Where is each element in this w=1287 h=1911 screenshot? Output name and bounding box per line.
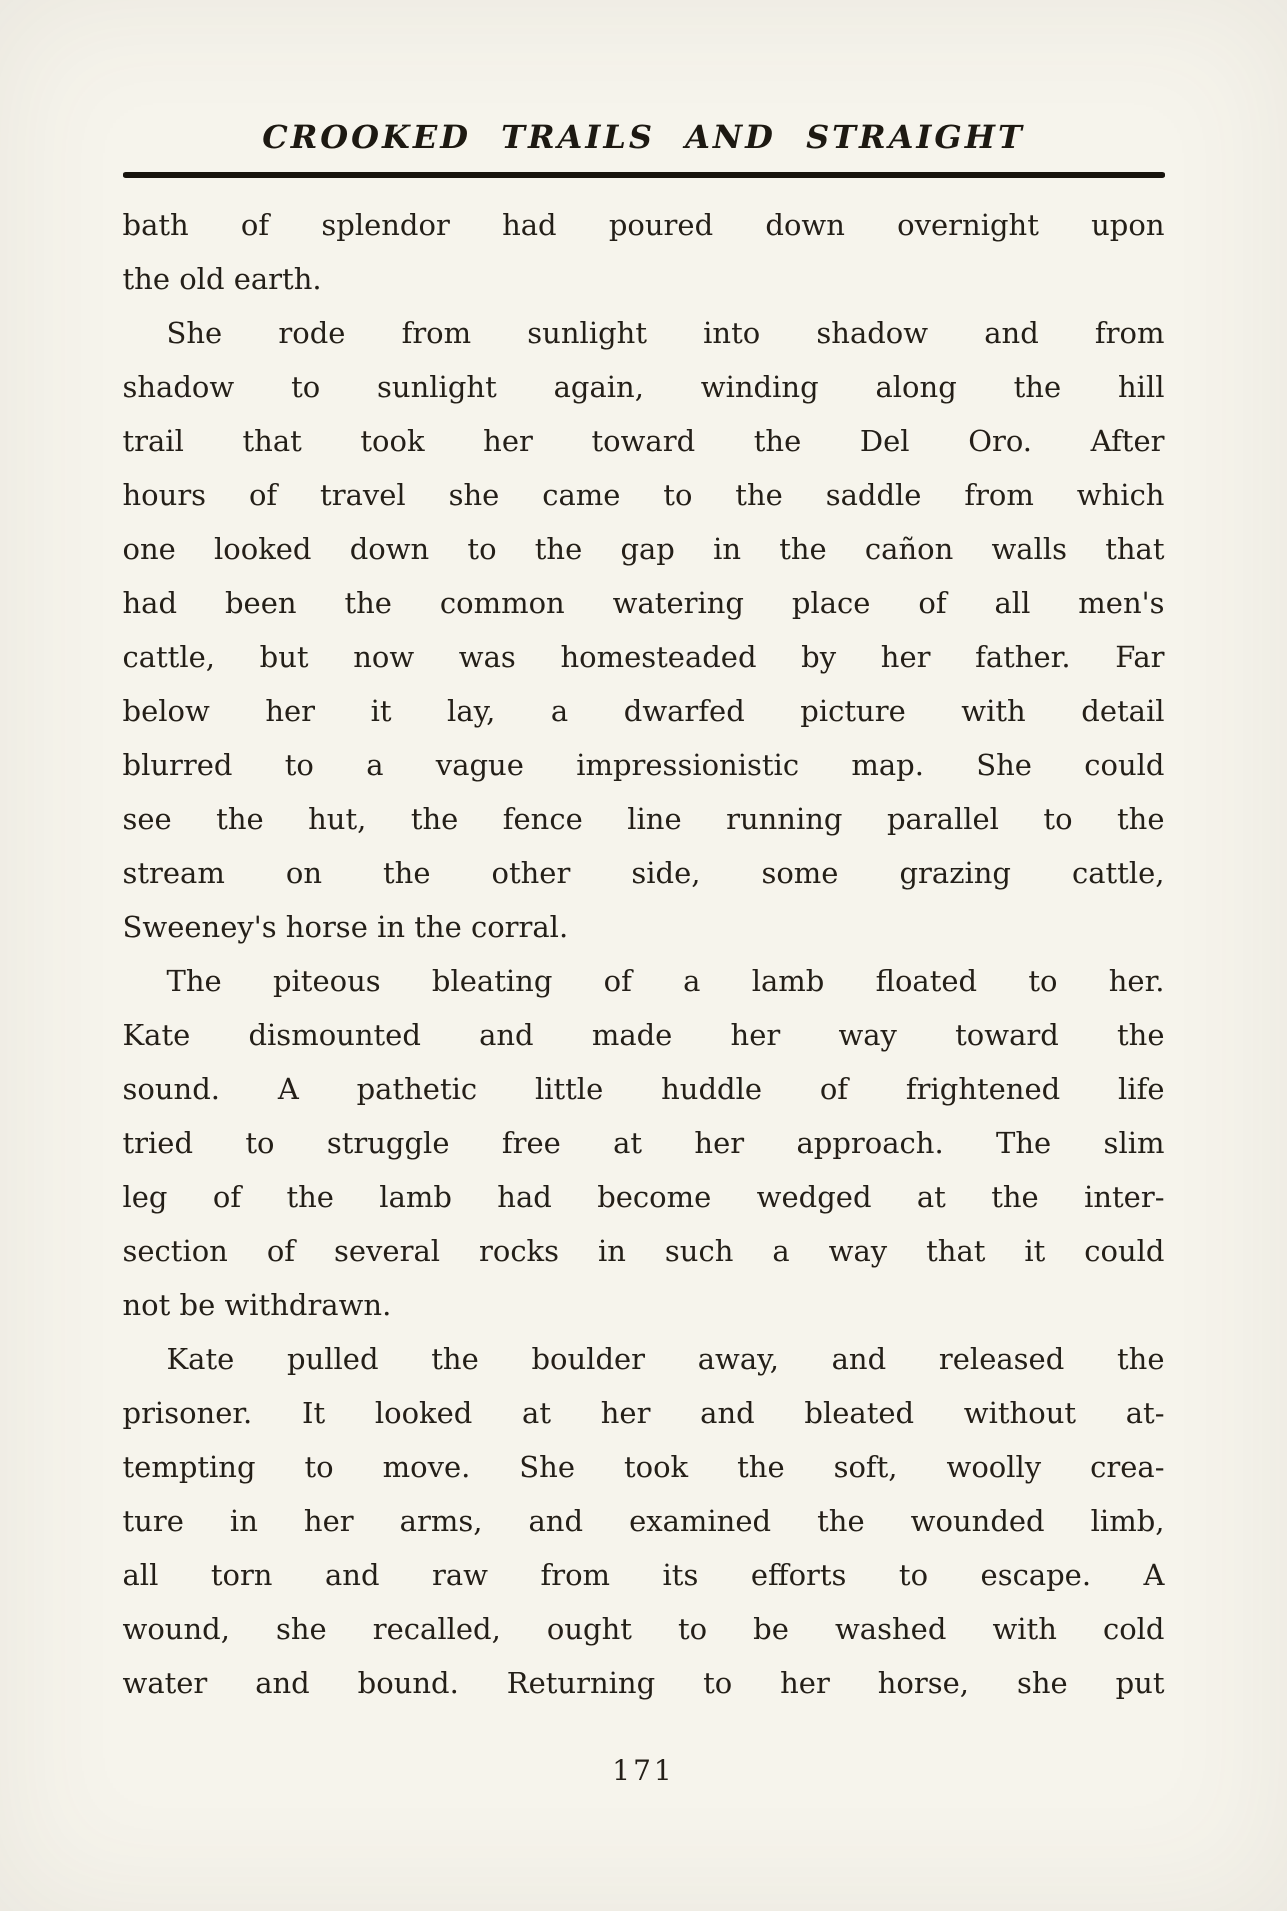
text-line: one looked down to the gap in the cañon walls that (122, 532, 1165, 566)
text-line: prisoner. It looked at her and bleated without at- (122, 1396, 1165, 1430)
paragraph (123, 1332, 1165, 1710)
text-line: sound. A pathetic little huddle of frightened life (122, 1072, 1165, 1106)
text-line: Sweeney's horse in the corral. (122, 910, 569, 944)
text-line: all torn and raw from its efforts to escape. A (122, 1558, 1165, 1592)
text-line: wound, she recalled, ought to be washed with cold (122, 1612, 1165, 1646)
text-line: tempting to move. She took the soft, woolly crea- (122, 1450, 1165, 1484)
text-line: trail that took her toward the Del Oro. After (122, 424, 1165, 458)
text-line: stream on the other side, some grazing cattle, (122, 856, 1165, 890)
text-line: She rode from sunlight into shadow and from (166, 316, 1165, 350)
text-line: Kate pulled the boulder away, and released the (166, 1342, 1165, 1376)
text-line: see the hut, the fence line running parallel to the (122, 802, 1165, 836)
text-line: bath of splendor had poured down overnight upon (122, 208, 1165, 242)
paragraph (123, 954, 1165, 1332)
text-line: the old earth. (122, 262, 322, 296)
text-line: The piteous bleating of a lamb floated to her. (166, 964, 1165, 998)
text-line: section of several rocks in such a way that it could (122, 1234, 1165, 1268)
text-line: Kate dismounted and made her way toward the (122, 1018, 1165, 1052)
text-line: tried to struggle free at her approach. The slim (122, 1126, 1165, 1160)
text-line: had been the common watering place of all men's (122, 586, 1165, 620)
text-line: hours of travel she came to the saddle from which (122, 478, 1165, 512)
text-line: not be withdrawn. (122, 1288, 392, 1322)
text-line: cattle, but now was homesteaded by her father. Far (122, 640, 1165, 674)
text-line: leg of the lamb had become wedged at the inter- (122, 1180, 1165, 1214)
page-body (123, 198, 1165, 1710)
text-line: water and bound. Returning to her horse, she put (122, 1666, 1165, 1700)
paragraph (123, 306, 1165, 954)
text-line: below her it lay, a dwarfed picture with detail (122, 694, 1165, 728)
running-head-title: CROOKED TRAILS AND STRAIGHT (262, 118, 1025, 156)
text-line: ture in her arms, and examined the wounded limb, (122, 1504, 1165, 1538)
header-rule (123, 172, 1165, 178)
page-content (123, 0, 1165, 1787)
text-line: shadow to sunlight again, winding along the hill (122, 370, 1165, 404)
text-line: blurred to a vague impressionistic map. She could (122, 748, 1165, 782)
page-number: 171 (612, 1754, 675, 1787)
paragraph (123, 198, 1165, 306)
